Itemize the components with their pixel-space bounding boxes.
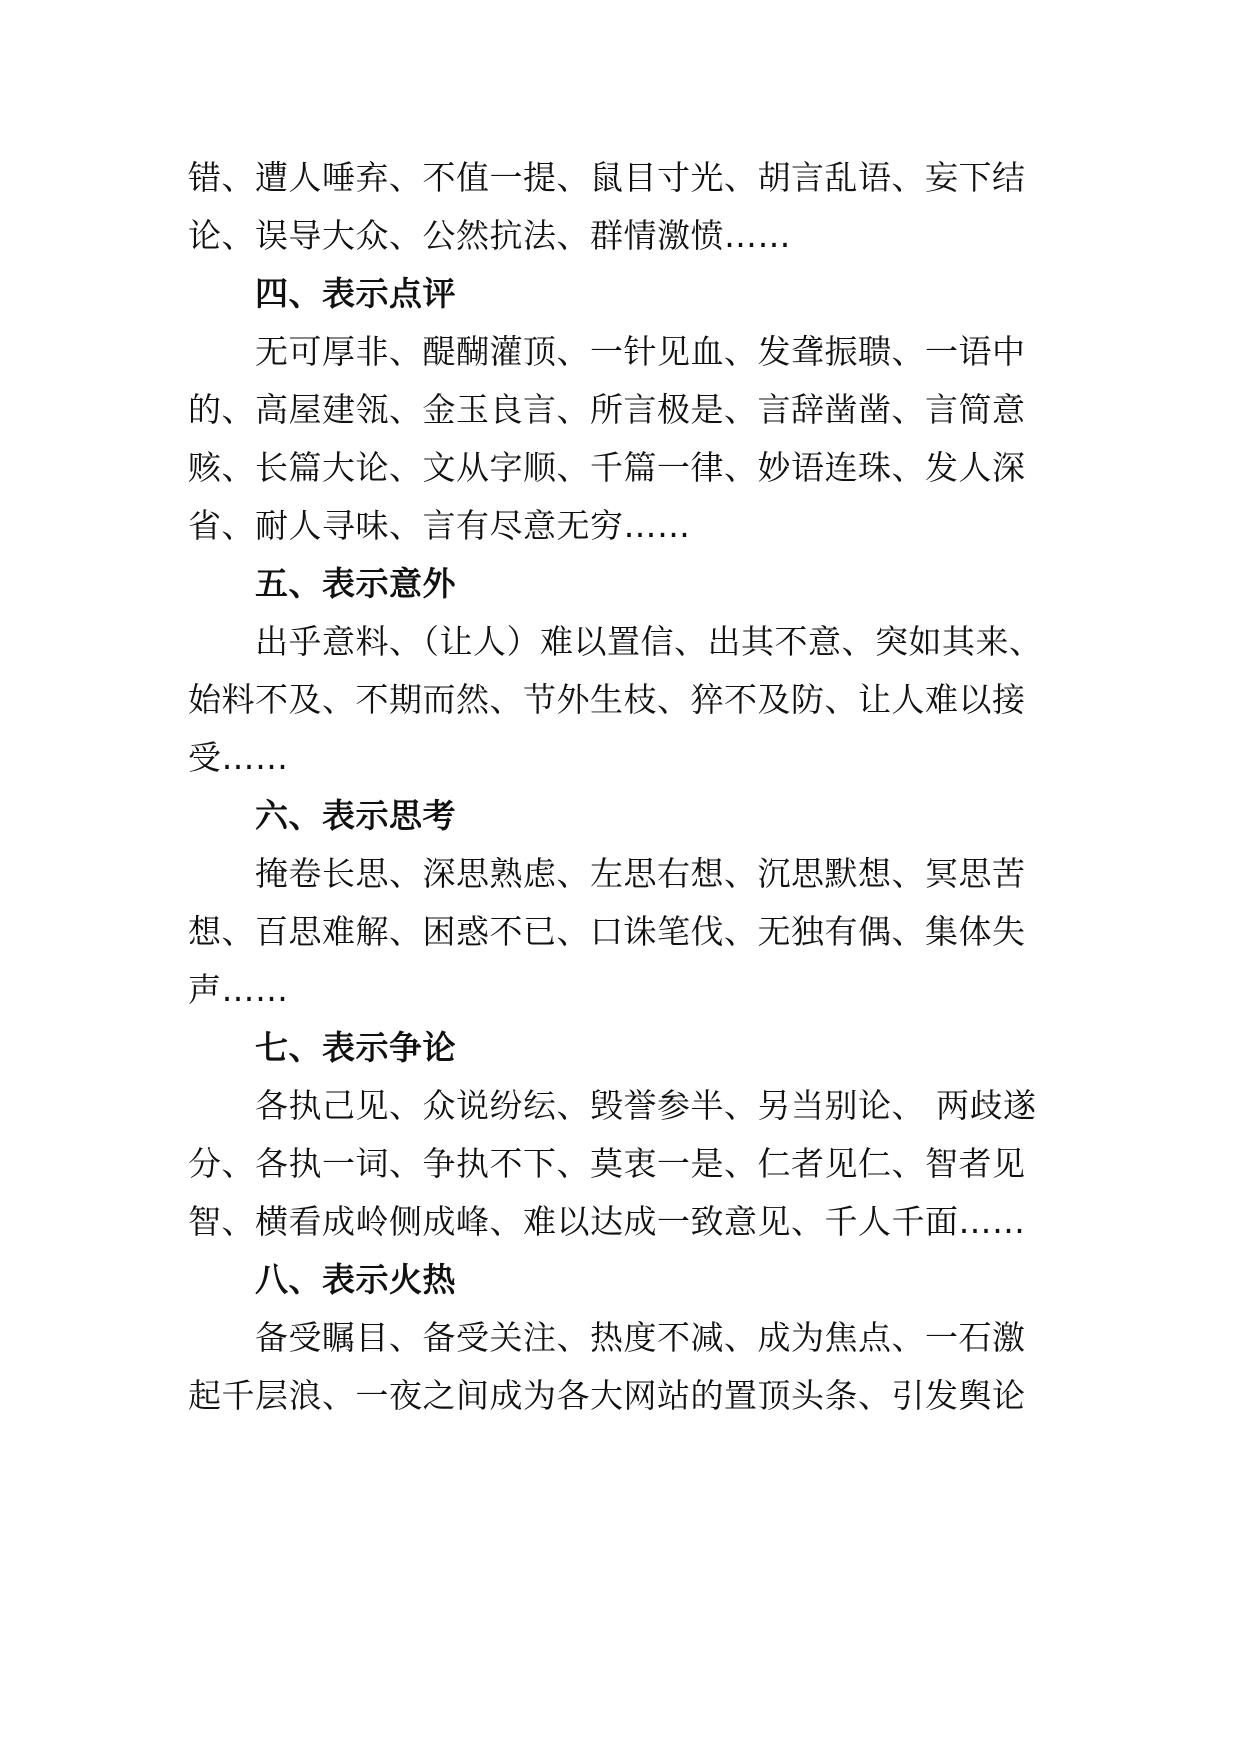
text-line: 想、百思难解、困惑不已、口诛笔伐、无独有偶、集体失 (188, 912, 1026, 951)
text-line: 的、高屋建瓴、金玉良言、所言极是、言辞凿凿、言简意 (188, 390, 1026, 429)
text-line: 受…… (188, 738, 289, 777)
text-line: 起千层浪、一夜之间成为各大网站的置顶头条、引发舆论 (188, 1376, 1026, 1415)
text-line: 智、横看成岭侧成峰、难以达成一致意见、千人千面…… (188, 1202, 1026, 1241)
text-line: 省、耐人寻味、言有尽意无穷…… (188, 506, 691, 545)
section-heading-review: 四、表示点评 (255, 274, 456, 313)
section-heading-debate: 七、表示争论 (255, 1028, 456, 1067)
text-line: 各执己见、众说纷纭、毁誉参半、另当别论、 两歧遂 (255, 1086, 1037, 1125)
text-line: 出乎意料、（让人）难以置信、出其不意、突如其来、 (255, 622, 1043, 661)
section-heading-popular: 八、表示火热 (255, 1260, 456, 1299)
text-line: 无可厚非、醍醐灌顶、一针见血、发聋振聩、一语中 (255, 332, 1026, 371)
section-heading-surprise: 五、表示意外 (255, 564, 456, 603)
text-line: 掩卷长思、深思熟虑、左思右想、沉思默想、冥思苦 (255, 854, 1026, 893)
text-line: 分、各执一词、争执不下、莫衷一是、仁者见仁、智者见 (188, 1144, 1026, 1183)
text-line: 赅、长篇大论、文从字顺、千篇一律、妙语连珠、发人深 (188, 448, 1026, 487)
section-heading-thinking: 六、表示思考 (255, 796, 456, 835)
text-line: 错、遭人唾弃、不值一提、鼠目寸光、胡言乱语、妄下结 (188, 158, 1026, 197)
text-line: 备受瞩目、备受关注、热度不减、成为焦点、一石激 (255, 1318, 1026, 1357)
text-line: 论、误导大众、公然抗法、群情激愤…… (188, 216, 791, 255)
text-line: 始料不及、不期而然、节外生枝、猝不及防、让人难以接 (188, 680, 1026, 719)
text-line: 声…… (188, 970, 289, 1009)
